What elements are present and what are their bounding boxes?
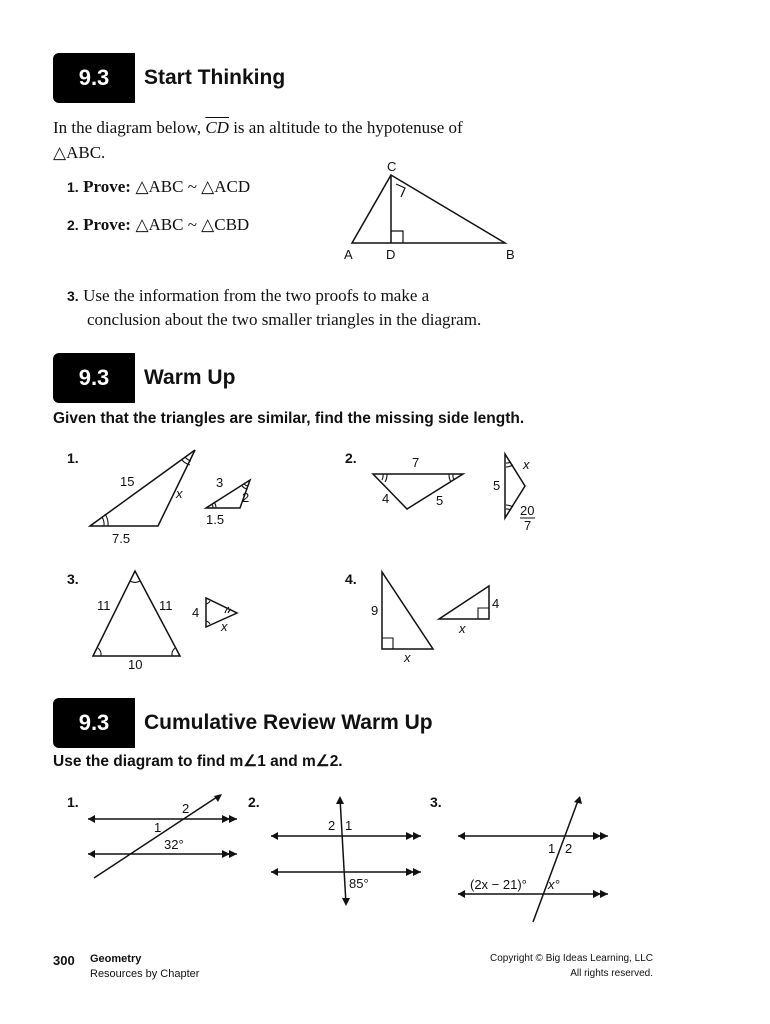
angle-label: 1	[345, 818, 353, 833]
section-title-cumulative-review: Cumulative Review Warm Up	[144, 711, 433, 734]
side-label: 3	[216, 475, 224, 490]
angle-label: 2	[565, 841, 573, 856]
problem-number: 4.	[345, 571, 357, 587]
item-number: 1.	[67, 179, 79, 195]
section-title-start-thinking: Start Thinking	[144, 66, 286, 89]
side-label: 4	[492, 596, 500, 611]
parallel-lines-problem-1	[80, 788, 250, 883]
similar-triangles-problem-4	[365, 565, 525, 670]
problem-number: 3.	[430, 794, 442, 810]
side-label: 7.5	[112, 531, 131, 546]
copyright-text: Copyright © Big Ideas Learning, LLC	[489, 953, 653, 964]
section-number-badge: 9.3	[53, 53, 135, 103]
angle-label: 2	[328, 818, 336, 833]
parallel-lines-problem-3	[452, 792, 617, 927]
angle-label: 1	[548, 841, 556, 856]
side-label: 2	[242, 490, 250, 505]
side-label: 1.5	[206, 512, 225, 527]
side-label: x	[176, 486, 183, 501]
intro-pre: In the diagram below,	[53, 118, 202, 137]
book-subtitle: Resources by Chapter	[90, 968, 200, 980]
section-number-badge: 9.3	[53, 353, 135, 403]
rights-text: All rights reserved.	[570, 968, 653, 979]
warm-up-instruction: Given that the triangles are similar, find the missing side length.	[53, 410, 525, 427]
book-title: Geometry	[90, 953, 142, 965]
angle-label: 85°	[349, 876, 369, 891]
side-label: 11	[159, 598, 173, 613]
item-number: 3.	[67, 288, 79, 304]
question-3-line1: Use the information from the two proofs to make a	[83, 286, 430, 305]
problem-number: 3.	[67, 571, 79, 587]
side-label: x	[404, 650, 411, 665]
problem-number: 2.	[248, 794, 260, 810]
side-label: 5	[436, 493, 444, 508]
proof-item-2	[67, 215, 249, 235]
side-label: x	[523, 457, 530, 472]
prove-label: Prove:	[83, 177, 131, 196]
side-label: x	[221, 619, 228, 634]
side-label: 4	[382, 491, 390, 506]
angle-label: 1	[154, 820, 162, 835]
fraction-numerator: 20	[520, 503, 535, 518]
altitude-triangle-diagram	[335, 155, 535, 265]
angle-label: 32°	[164, 837, 184, 852]
side-label: 9	[371, 603, 379, 618]
problem-number: 1.	[67, 794, 79, 810]
parallel-lines-problem-2	[265, 792, 425, 912]
side-label: 5	[493, 478, 501, 493]
segment-cd: $\overline{CD}$	[205, 118, 229, 137]
proof-item-1	[67, 177, 250, 197]
cumulative-instruction: Use the diagram to find m∠1 and m∠2.	[53, 753, 343, 770]
label-c: C	[387, 159, 397, 174]
label-d: D	[386, 247, 396, 262]
proof-statement: △ABC ~ △ACD	[135, 177, 251, 196]
angle-label: 2	[182, 801, 190, 816]
proof-statement: △ABC ~ △CBD	[135, 215, 250, 234]
label-a: A	[344, 247, 353, 262]
section-number-badge: 9.3	[53, 698, 135, 748]
similar-triangles-problem-2	[365, 450, 555, 540]
question-3	[67, 286, 429, 306]
angle-label: (2x − 21)°	[470, 877, 527, 892]
side-label: x	[459, 621, 466, 636]
side-label: 15	[120, 474, 135, 489]
problem-number: 2.	[345, 450, 357, 466]
angle-label: x°	[548, 877, 560, 892]
side-label: 4	[192, 605, 200, 620]
intro-text	[53, 118, 463, 138]
label-b: B	[506, 247, 515, 262]
similar-triangles-problem-3	[85, 565, 265, 675]
prove-label: Prove:	[83, 215, 131, 234]
side-label: 7	[412, 455, 420, 470]
similar-triangles-problem-1	[80, 440, 280, 550]
section-title-warm-up: Warm Up	[144, 366, 236, 389]
question-3-line2: conclusion about the two smaller triangles in the diagram.	[87, 310, 482, 329]
fraction-denominator: 7	[524, 518, 532, 533]
intro-post: is an altitude to the hypotenuse of	[233, 118, 463, 137]
page-number: 300	[53, 953, 75, 968]
item-number: 2.	[67, 217, 79, 233]
problem-number: 1.	[67, 450, 79, 466]
intro-line2: △ABC.	[53, 143, 106, 162]
side-label: 10	[128, 657, 143, 672]
side-label: 11	[97, 598, 111, 613]
